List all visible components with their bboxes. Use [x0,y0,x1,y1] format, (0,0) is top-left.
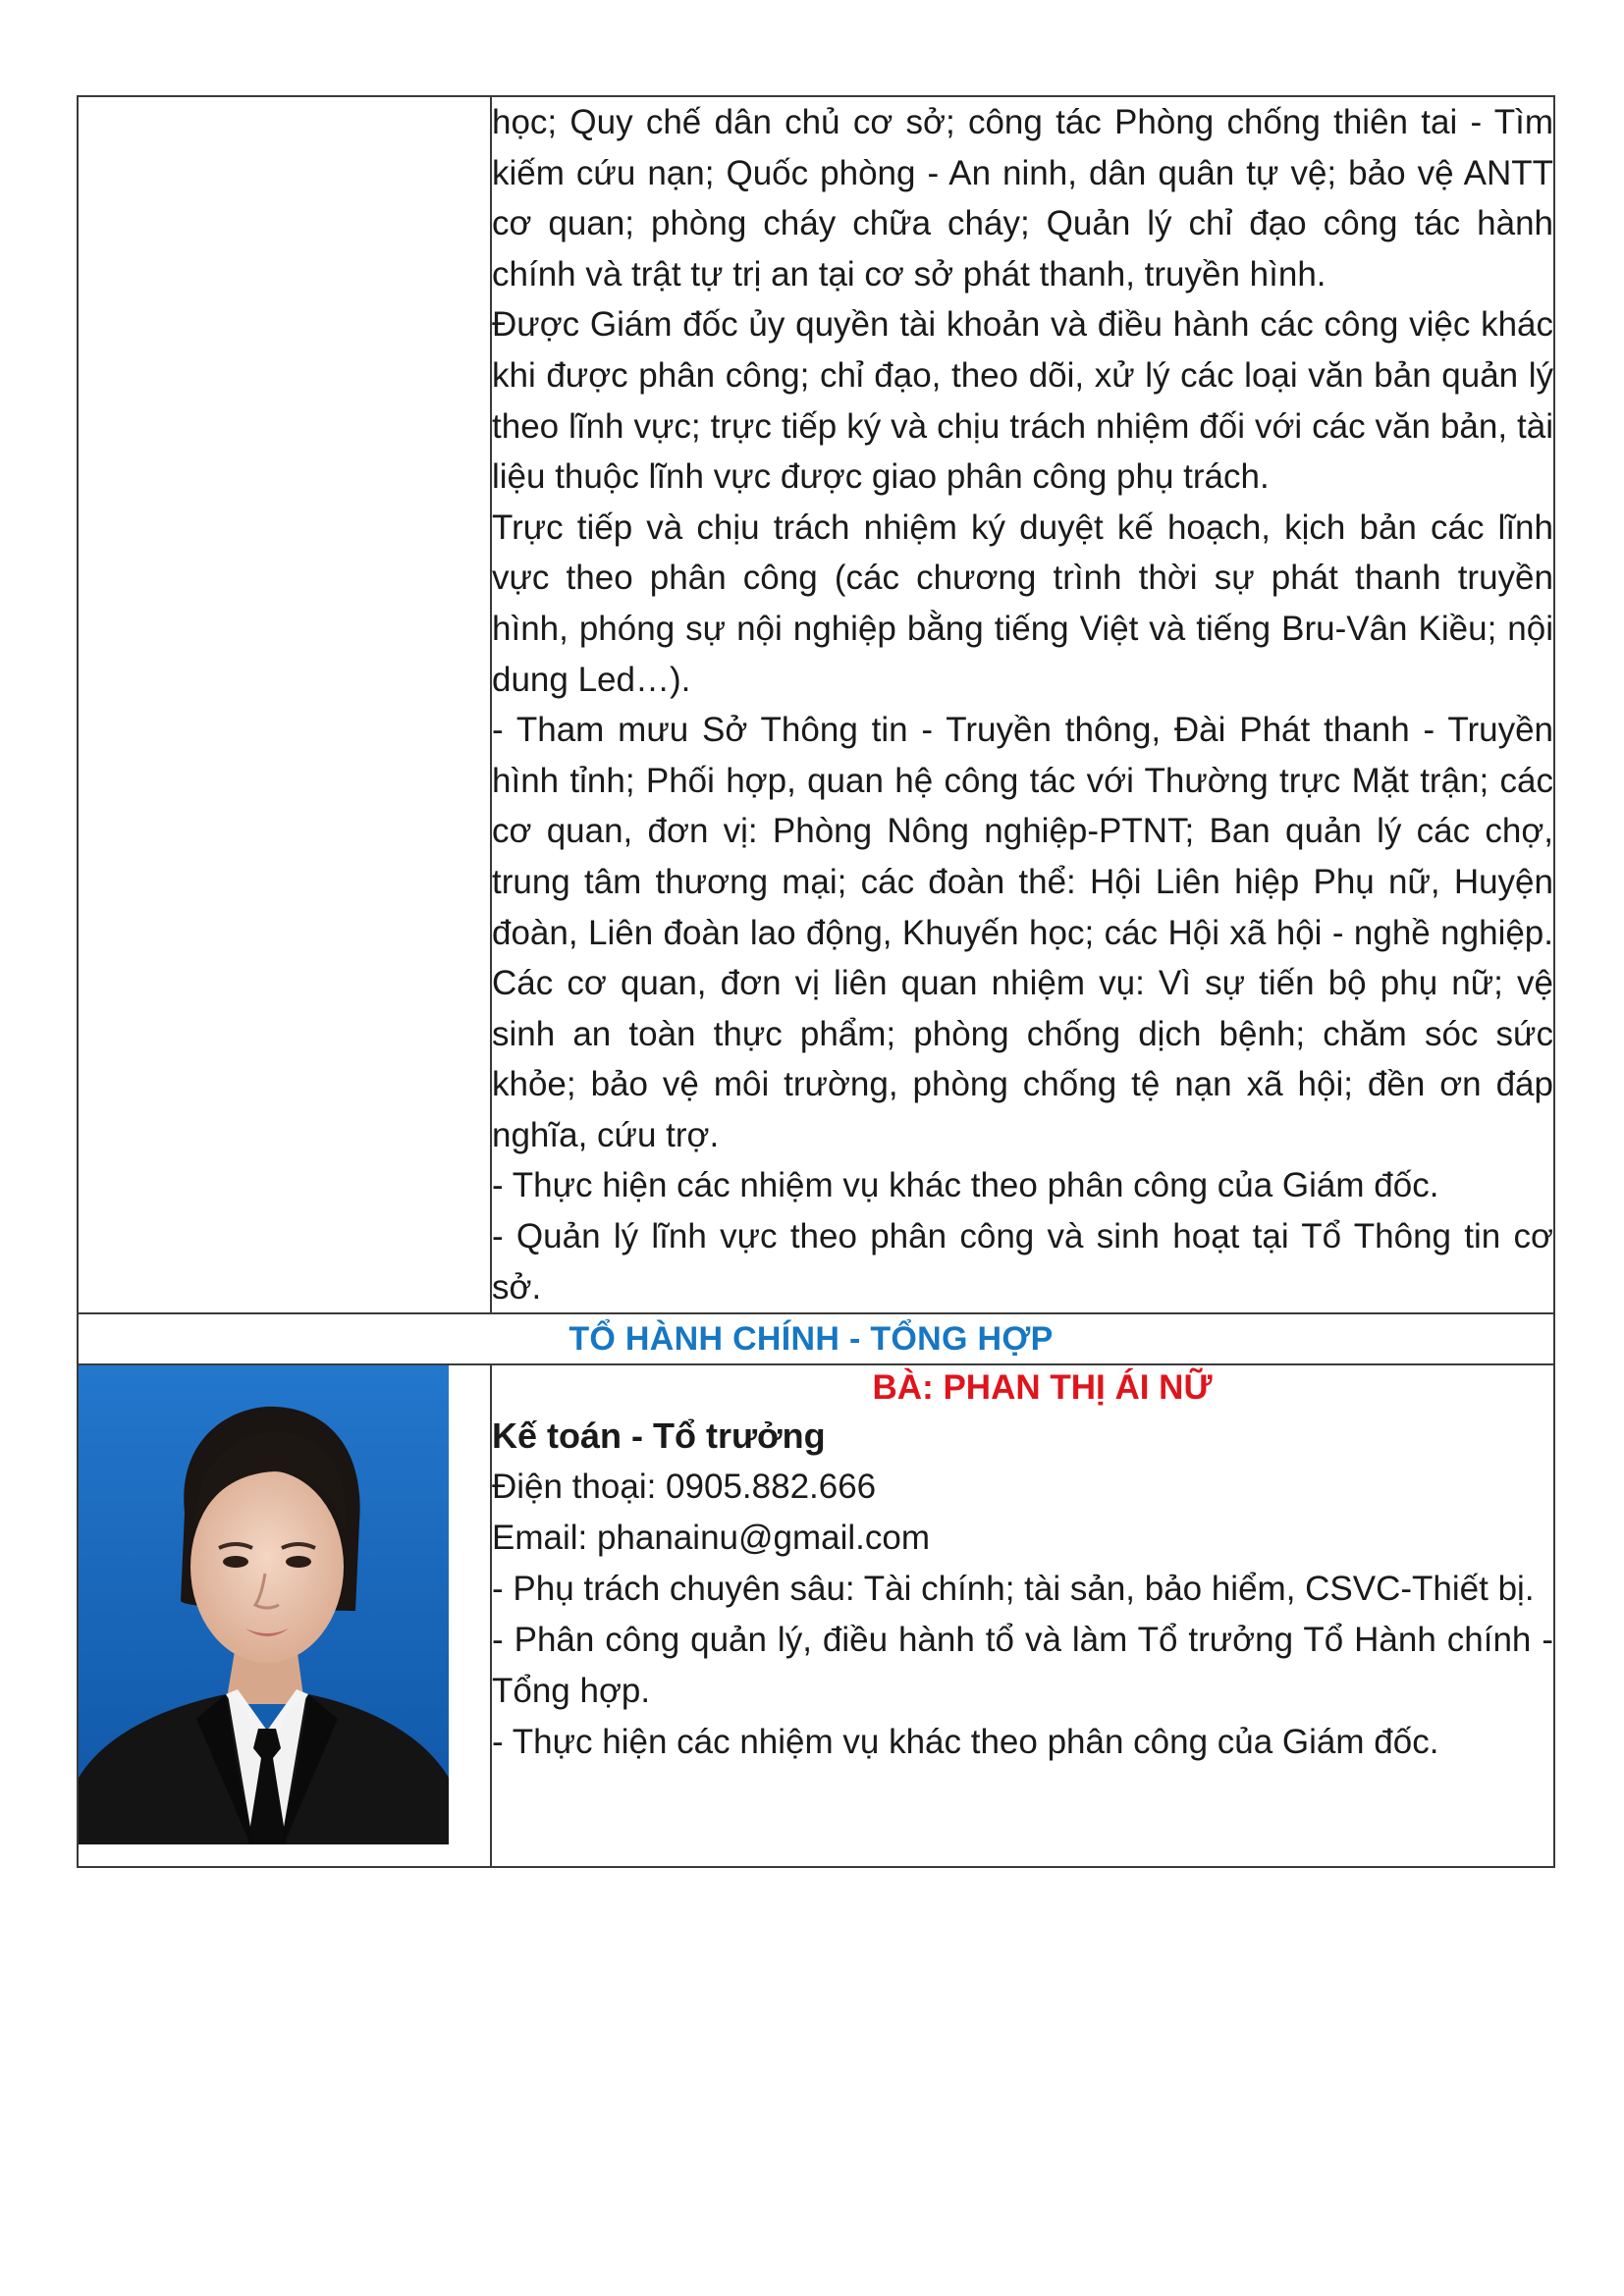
duties-continuation-cell [491,96,1554,1313]
empty-photo-cell [78,96,491,1313]
duty-paragraph: Được Giám đốc ủy quyền tài khoản và điều hành các công việc khác khi được phân công; chỉ đạo, theo dõi, xử lý các loại văn bản quản lý theo lĩnh vực; trực tiếp ký và chịu trách nhiệm đối với các văn bản, tài liệu thuộc lĩnh vực được giao phân công phụ trách. [492,305,1553,497]
person-row [78,1364,1554,1867]
duty-paragraph: - Thực hiện các nhiệm vụ khác theo phân công của Giám đốc. [492,1166,1439,1205]
person-phone: Điện thoại: 0905.882.666 [492,1468,877,1507]
photo-cell [78,1364,491,1867]
duty-paragraph: Trực tiếp và chịu trách nhiệm ký duyệt kế hoạch, kịch bản các lĩnh vực theo phân công (các chương trình thời sự phát thanh truyền hình, phóng sự nội nghiệp bằng tiếng Việt và tiếng Bru-Vân Kiều; nội dung Led…). [492,507,1553,699]
portrait-photo [79,1365,449,1844]
duty-paragraph: - Quản lý lĩnh vực theo phân công và sinh hoạt tại Tổ Thông tin cơ sở. [492,1217,1553,1307]
person-duty: - Phụ trách chuyên sâu: Tài chính; tài sản, bảo hiểm, CSVC-Thiết bị. [492,1570,1535,1609]
staff-table [77,95,1555,1868]
person-info-cell [491,1364,1554,1867]
duty-paragraph: học; Quy chế dân chủ cơ sở; công tác Phòng chống thiên tai - Tìm kiếm cứu nạn; Quốc phòng - An ninh, dân quân tự vệ; bảo vệ ANTT cơ quan; phòng cháy chữa cháy; Quản lý chỉ đạo công tác hành chính và trật tự trị an tại cơ sở phát thanh, truyền hình. [492,103,1553,294]
person-duty: - Thực hiện các nhiệm vụ khác theo phân công của Giám đốc. [492,1723,1439,1762]
person-email: Email: phanainu@gmail.com [492,1519,931,1558]
portrait-illustration [79,1365,449,1844]
person-duty: - Phân công quản lý, điều hành tổ và làm Tổ trưởng Tổ Hành chính - Tổng hợp. [492,1621,1553,1711]
person-position: Kế toán - Tổ trưởng [492,1415,826,1457]
person-name: BÀ: PHAN THỊ ÁI NỮ [872,1368,1213,1408]
section-header-row [78,1313,1554,1364]
section-header-cell [78,1313,1554,1364]
continuation-row [78,96,1554,1313]
duty-paragraph: - Tham mưu Sở Thông tin - Truyền thông, Đài Phát thanh - Truyền hình tỉnh; Phối hợp, quan hệ công tác với Thường trực Mặt trận; các cơ quan, đơn vị: Phòng Nông nghiệp-PTNT; Ban quản lý các chợ, trung tâm thương mại; các đoàn thể: Hội Liên hiệp Phụ nữ, Huyện đoàn, Liên đoàn lao động, Khuyến học; các Hội xã hội - nghề nghiệp. Các cơ quan, đơn vị liên quan nhiệm vụ: Vì sự tiến bộ phụ nữ; vệ sinh an toàn thực phẩm; phòng chống dịch bệnh; chăm sóc sức khỏe; bảo vệ môi trường, phòng chống tệ nạn xã hội; đền ơn đáp nghĩa, cứu trợ. [492,711,1553,1154]
section-title: TỔ HÀNH CHÍNH - TỔNG HỢP [568,1320,1054,1359]
